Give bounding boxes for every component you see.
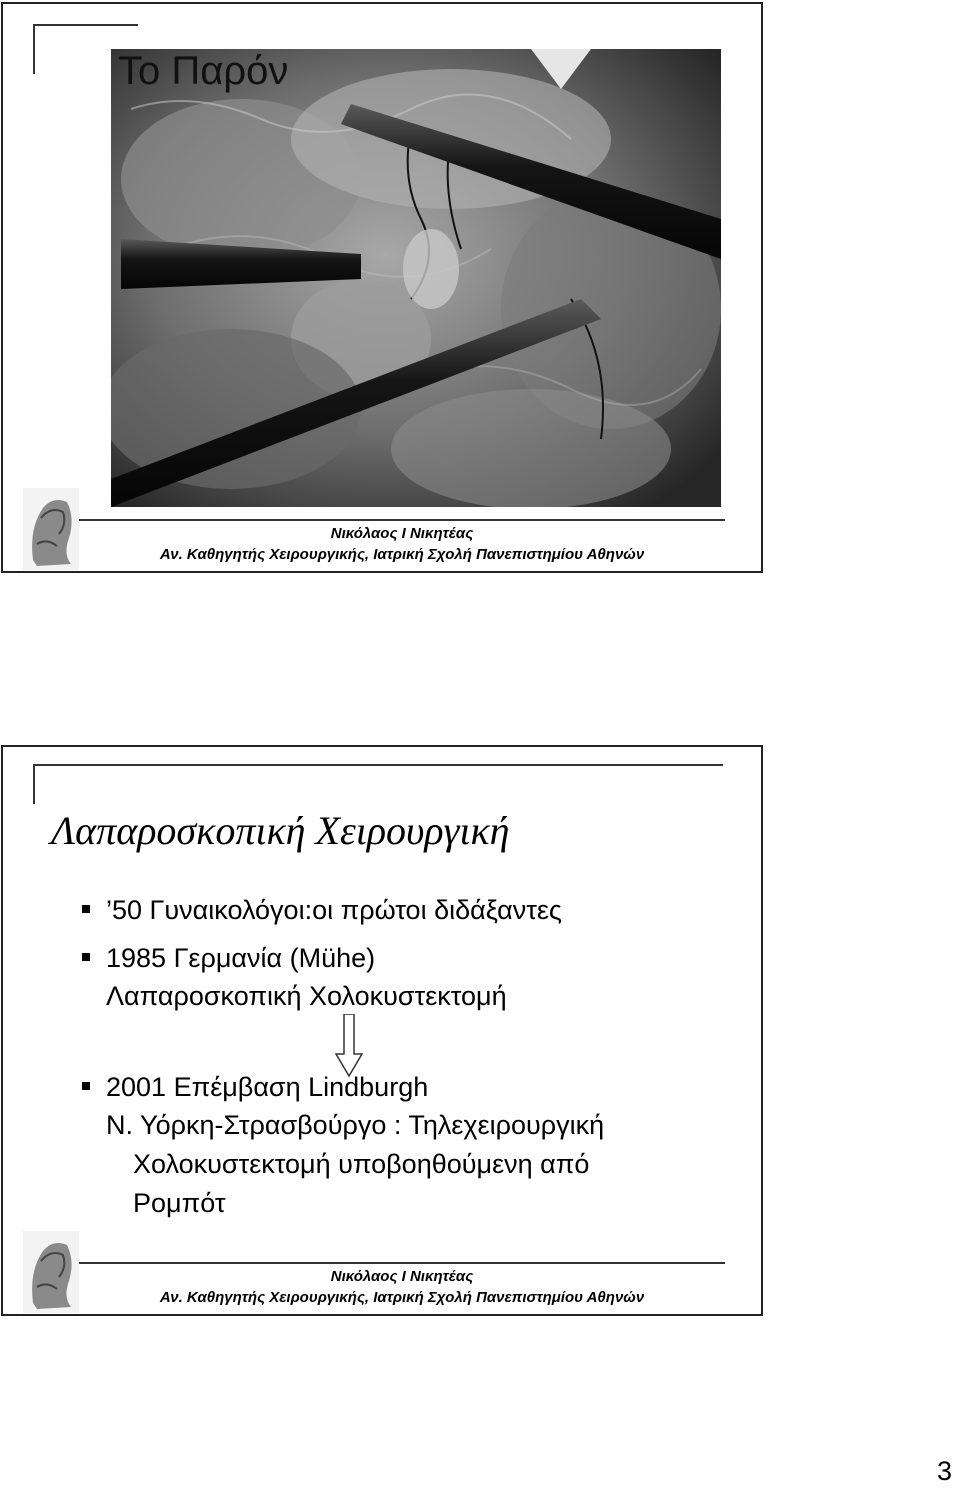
bullet-marker [82,905,90,913]
bullet-2-line-1: 1985 Γερμανία (Mühe) [106,943,376,973]
footer-affiliation: Αν. Καθηγητής Χειρουργικής, Ιατρική Σχολή Πανεπιστημίου Αθηνών [159,546,645,563]
corner-mark-horizontal [33,764,723,766]
bullet-marker [82,953,90,961]
bullet-3-line-2: Ν. Υόρκη-Στρασβούργο : Τηλεχειρουργική [106,1110,605,1140]
bullet-marker [82,1082,90,1090]
slide-2-title: Λαπαροσκοπική Χειρουργική [51,808,510,853]
corner-mark-horizontal [33,24,138,26]
slide-2 [1,745,763,1316]
footer-affiliation: Αν. Καθηγητής Χειρουργικής, Ιατρική Σχολή Πανεπιστημίου Αθηνών [159,1289,645,1306]
footer-divider [79,519,725,521]
footer-divider [79,1262,725,1264]
laparoscopic-surgery-photo [111,49,721,507]
university-logo-icon [23,488,79,570]
down-arrow-icon [335,1014,363,1078]
corner-mark-vertical [33,24,35,74]
page-number: 3 [936,1456,952,1486]
corner-mark-vertical [33,764,35,804]
slide-1 [1,2,763,573]
bullet-1-text: ’50 Γυναικολόγοι:οι πρώτοι διδάξαντες [106,895,562,925]
university-logo-icon [23,1231,79,1313]
slide-1-title: Το Παρόν [118,49,289,93]
bullet-3-line-4: Ρομπότ [133,1188,226,1218]
footer-author-name: Νικόλαος Ι Νικητέας [330,1268,474,1285]
bullet-3-line-3: Χολοκυστεκτομή υποβοηθούμενη από [133,1149,590,1179]
footer-author-name: Νικόλαος Ι Νικητέας [330,525,474,542]
bullet-3-line-1: 2001 Επέμβαση Lindburgh [106,1072,429,1102]
bullet-2-line-2: Λαπαροσκοπική Χολοκυστεκτομή [106,981,507,1011]
